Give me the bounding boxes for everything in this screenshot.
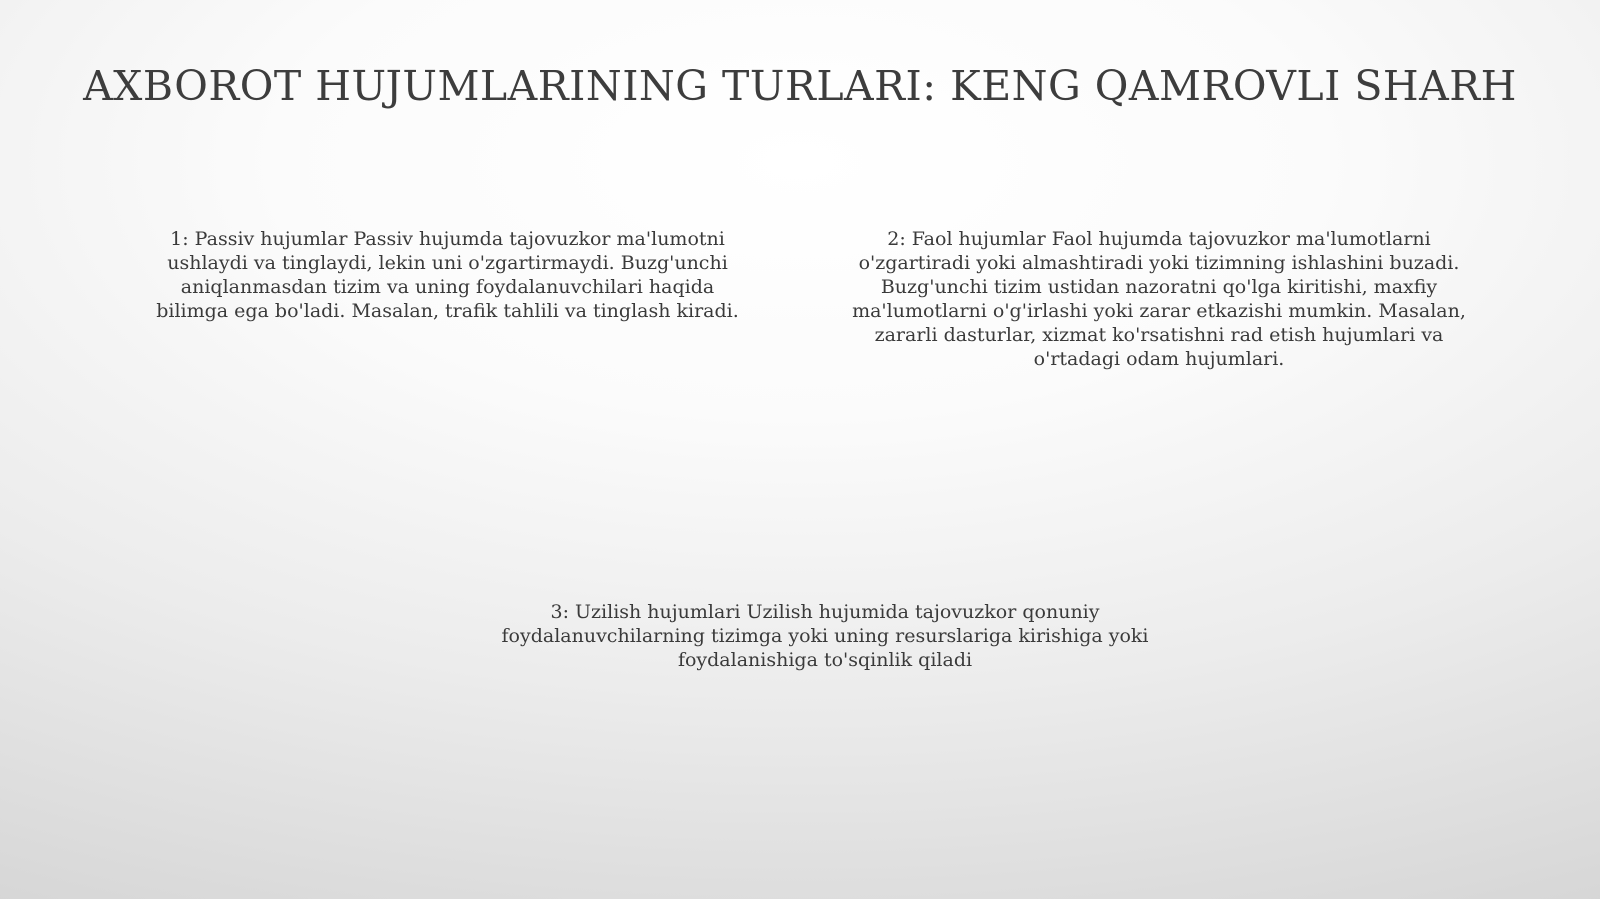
text-block-passive-attacks: 1: Passiv hujumlar Passiv hujumda tajovuzkor ma'lumotni ushlaydi va tinglaydi, lekin uni o'zgartirmaydi. Buzg'unchi aniqlanmasdan tizim va uning foydalanuvchilari haqida bilimga ega bo'ladi. Masalan, trafik tahlili va tinglash kiradi. [156, 228, 739, 322]
text-block-active-attacks: 2: Faol hujumlar Faol hujumda tajovuzkor ma'lumotlarni o'zgartiradi yoki almashtiradi yoki tizimning ishlashini buzadi. Buzg'unchi tizim ustidan nazoratni qo'lga kiritishi, maxfiy ma'lumotlarni o'g'irlashi yoki zarar etkazishi mumkin. Masalan, zararli dasturlar, xizmat ko'rsatishni rad etish hujumlari va o'rtadagi odam hujumlari. [852, 228, 1466, 370]
slide-title: AXBOROT HUJUMLARINING TURLARI: KENG QAMROVLI SHARH [83, 62, 1517, 110]
text-block-interruption-attacks: 3: Uzilish hujumlari Uzilish hujumida tajovuzkor qonuniy foydalanuvchilarning tizimga yoki uning resurslariga kirishiga yoki foydalanishiga to'sqinlik qiladi [501, 601, 1149, 671]
